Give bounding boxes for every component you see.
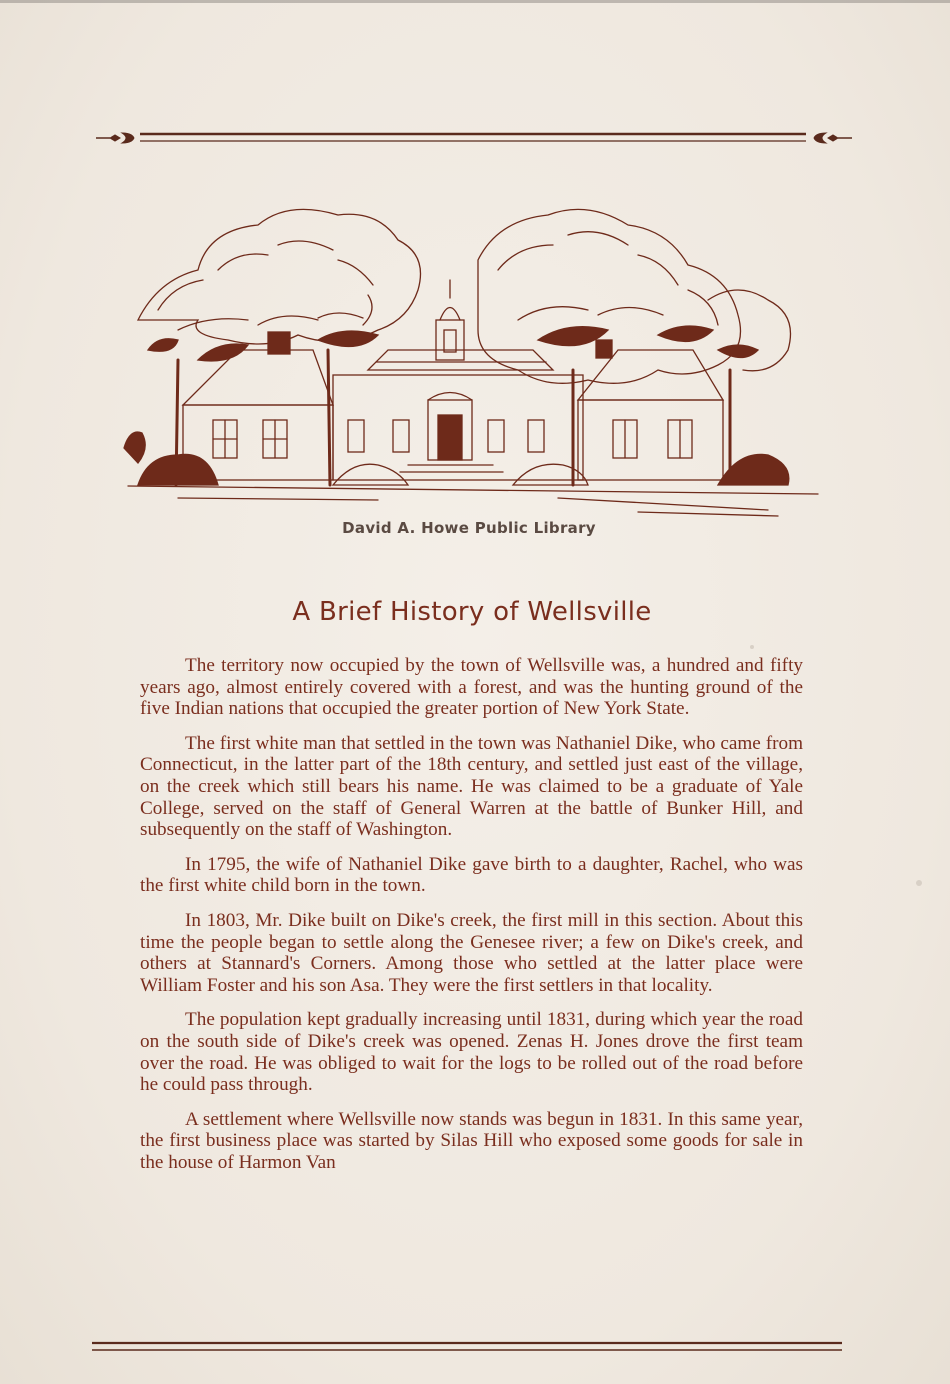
body-text	[140, 655, 803, 1186]
paragraph: A settlement where Wellsville now stands was begun in 1831. In this same year, the first business place was started by Silas Hill who exposed some goods for sale in the house of Harmon Van	[140, 1108, 803, 1173]
paper-spot	[916, 880, 922, 886]
top-ornamental-rule	[96, 128, 852, 148]
library-building-sketch-icon	[118, 200, 828, 520]
page-title: A Brief History of Wellsville	[292, 597, 652, 627]
figure-caption: David A. Howe Public Library	[342, 519, 596, 537]
paragraph: In 1795, the wife of Nathaniel Dike gave birth to a daughter, Rachel, who was the first white child born in the town.	[140, 853, 803, 897]
paragraph: The first white man that settled in the town was Nathaniel Dike, who came from Connecticut, in the latter part of the 18th century, and settled just east of the village, on the creek which still bears his name. He was claimed to be a graduate of Yale College, served on the staff of General Warren at the battle of Bunker Hill, and subsequently on the staff of Washington.	[140, 732, 803, 841]
paragraph: The territory now occupied by the town of Wellsville was, a hundred and fifty years ago, almost entirely covered with a forest, and was the hunting ground of the five Indian nations that occupied the greater portion of New York State.	[140, 655, 803, 720]
bottom-double-rule	[92, 1339, 842, 1355]
paper-spot	[750, 645, 754, 649]
page-edge	[0, 0, 950, 3]
paragraph: In 1803, Mr. Dike built on Dike's creek, the first mill in this section. About this time the people began to settle along the Genesee river; a few on Dike's creek, and others at Stannard's Corners. Among those who settled at the latter place were William Foster and his son Asa. They were the first settlers in that locality.	[140, 909, 803, 996]
paragraph: The population kept gradually increasing until 1831, during which year the road on the south side of Dike's creek was opened. Zenas H. Jones drove the first team over the road. He was obliged to wait for the logs to be rolled out of the road before he could pass through.	[140, 1009, 803, 1096]
